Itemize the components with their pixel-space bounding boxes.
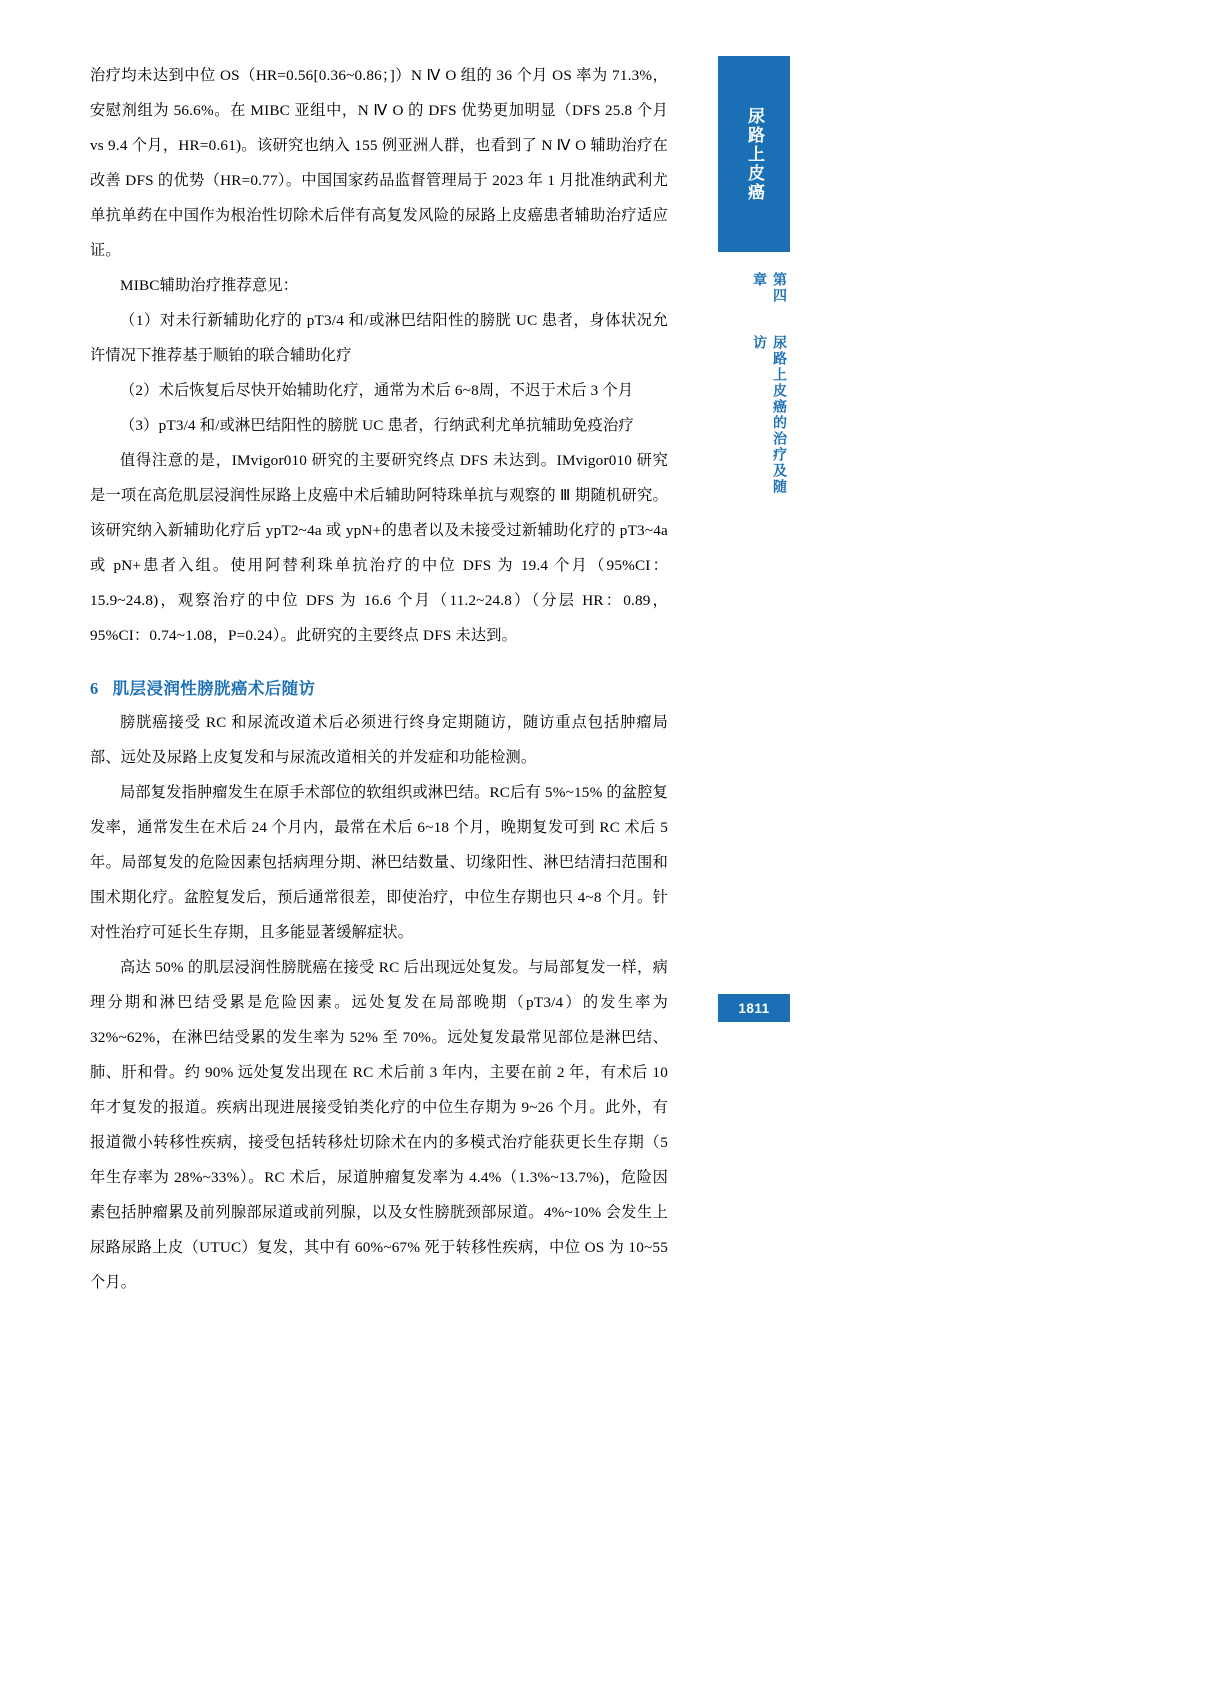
main-text-column — [90, 58, 668, 1300]
paragraph: （2）术后恢复后尽快开始辅助化疗，通常为术后 6~8周，不迟于术后 3 个月 — [120, 382, 634, 399]
side-tab-title: 尿路上皮癌 — [718, 56, 790, 252]
paragraph: MIBC辅助治疗推荐意见： — [120, 277, 299, 294]
side-tab-chapter — [718, 272, 790, 502]
chapter-label: 第四章 — [752, 272, 788, 304]
section-title: 肌层浸润性膀胱癌术后随访 — [112, 679, 316, 698]
paragraph: 局部复发指肿瘤发生在原手术部位的软组织或淋巴结。RC后有 5%~15% 的盆腔复发率，通常发生在术后 24 个月内，最常在术后 6~18 个月，晚期复发可到 RC 术后 5 年。局部复发的危险因素包括病理分期、淋巴结数量、切缘阳性、淋巴结清扫范围和围术期化疗。盆腔复发后，预后通常很差，即使治疗，中位生存期也只 4~8 个月。针对性治疗可延长生存期，且多能显著缓解症状。 — [90, 784, 668, 941]
paragraph: 治疗均未达到中位 OS（HR=0.56[0.36~0.86；]）N Ⅳ O 组的 36 个月 OS 率为 71.3%，安慰剂组为 56.6%。在 MIBC 亚组中，N Ⅳ O 的 DFS 优势更加明显（DFS 25.8 个月 vs 9.4 个月，HR=0.61)。该研究也纳入 155 例亚洲人群，也看到了 N Ⅳ O 辅助治疗在改善 DFS 的优势（HR=0.77）。中国国家药品监督管理局于 2023 年 1 月批准纳武利尤单抗单药在中国作为根治性切除术后伴有高复发风险的尿路上皮癌患者辅助治疗适应证。 — [90, 67, 668, 259]
paragraph: （1）对未行新辅助化疗的 pT3/4 和/或淋巴结阳性的膀胱 UC 患者，身体状况允许情况下推荐基于顺铂的联合辅助化疗 — [90, 312, 668, 364]
section-heading — [90, 675, 668, 699]
paragraph: 膀胱癌接受 RC 和尿流改道术后必须进行终身定期随访，随访重点包括肿瘤局部、远处及尿路上皮复发和与尿流改道相关的并发症和功能检测。 — [90, 714, 668, 766]
paragraph: （3）pT3/4 和/或淋巴结阳性的膀胱 UC 患者，行纳武利尤单抗辅助免疫治疗 — [120, 417, 634, 434]
chapter-title: 尿路上皮癌的治疗及随访 — [752, 335, 788, 496]
section-number: 6 — [90, 679, 99, 698]
paragraph: 高达 50% 的肌层浸润性膀胱癌在接受 RC 后出现远处复发。与局部复发一样，病理分期和淋巴结受累是危险因素。远处复发在局部晚期（pT3/4）的发生率为 32%~62%，在淋巴结受累的发生率为 52% 至 70%。远处复发最常见部位是淋巴结、肺、肝和骨。约 90% 远处复发出现在 RC 术后前 3 年内，主要在前 2 年，有术后 10 年才复发的报道。疾病出现进展接受铂类化疗的中位生存期为 9~26 个月。此外，有报道微小转移性疾病，接受包括转移灶切除术在内的多模式治疗能获更长生存期（5 年生存率为 28%~33%）。RC 术后，尿道肿瘤复发率为 4.4%（1.3%~13.7%)，危险因素包括肿瘤累及前列腺部尿道或前列腺，以及女性膀胱颈部尿道。4%~10% 会发生上尿路尿路上皮（UTUC）复发，其中有 60%~67% 死于转移性疾病，中位 OS 为 10~55 个月。 — [90, 959, 668, 1291]
page-number: 1811 — [718, 994, 790, 1022]
paragraph: 值得注意的是，IMvigor010 研究的主要研究终点 DFS 未达到。IMvigor010 研究是一项在高危肌层浸润性尿路上皮癌中术后辅助阿特珠单抗与观察的 Ⅲ 期随机研究。该研究纳入新辅助化疗后 ypT2~4a 或 ypN+的患者以及未接受过新辅助化疗的 pT3~4a 或 pN+患者入组。使用阿替利珠单抗治疗的中位 DFS 为 19.4 个月（95%CI：15.9~24.8)，观察治疗的中位 DFS 为 16.6 个月（11.2~24.8）（分层 HR：0.89，95%CI：0.74~1.08，P=0.24）。此研究的主要终点 DFS 未达到。 — [90, 452, 668, 644]
